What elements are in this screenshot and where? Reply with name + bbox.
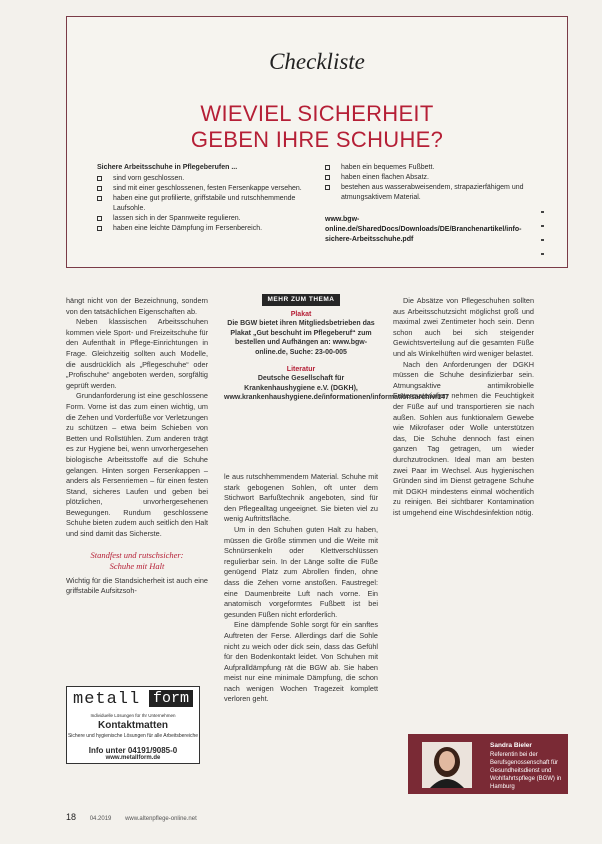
page-footer (66, 812, 209, 822)
checkbox-icon[interactable] (325, 185, 330, 190)
ad-tagline: Individuelle Lösungen für Ihr Unternehmen (90, 713, 176, 718)
author-photo (422, 742, 472, 788)
checklist-title: Checkliste (269, 49, 365, 74)
advertisement[interactable] (66, 686, 200, 764)
checklist-item: sind mit einer geschlossenen, festen Fersenkappe versehen. (97, 184, 315, 194)
checkbox-icon[interactable] (97, 196, 102, 201)
checklist-left-column (97, 163, 315, 234)
author-description: Referentin bei der Berufsgenossenschaft für Gesundheitsdienst und Wohlfahrtspflege (BGW) in Hamburg (490, 752, 562, 790)
issue-number: 04.2019 (89, 816, 112, 822)
footer-url[interactable]: www.altenpflege-online.net (125, 816, 197, 822)
ad-logo: metall (73, 690, 141, 709)
ad-subtitle: Sichere und hygienische Lösungen für alle Arbeitsbereiche (67, 733, 199, 739)
checkbox-icon[interactable] (97, 186, 102, 191)
paragraph: Um in den Schuhen guten Halt zu haben, müssen die Größe stimmen und die Weite mit Schnürsenkeln oder Klettverschlüssen regulierbar sein. In der Länge sollte die Füße genügend Platz zum Abrollen finden, ohne dass die Zehen vorne anstoßen. Faustregel: eine Daumenbreite Luft nach vorne. Ein anatomisch vorgeformtes Fußbett ist bei gesunden Füßen nicht erforderlich. (224, 524, 378, 619)
checklist-headline-line1: WIEVIEL SICHERHEIT (200, 101, 434, 126)
checkbox-icon[interactable] (325, 165, 330, 170)
more-on-topic-box (224, 294, 449, 403)
paragraph: Die Absätze von Pflegeschuhen sollten aus Arbeitsschutzsicht möglichst groß und maximal zwei Zentimeter hoch sein. Denn schon auch bei sich steigender Gewichtsverteilung auf die gesamten Füße und als Winkelhüften wird weniger belastet. (393, 296, 534, 358)
checklist-item: bestehen aus wasserabweisendem, strapazierfähigem und atmungsaktivem Material. (325, 183, 543, 203)
checkbox-icon[interactable] (97, 176, 102, 181)
info-label-poster: Plakat (290, 310, 312, 318)
crop-marks (541, 211, 545, 255)
checklist-download-link[interactable]: www.bgw-online.de/SharedDocs/Downloads/DE/Branchenartikel/info-sichere-Arbeitsschuhe.pdf (325, 216, 522, 243)
checklist-item: sind vorn geschlossen. (97, 174, 315, 184)
checklist-item: lassen sich in der Spannweite regulieren. (97, 214, 315, 224)
checkbox-icon[interactable] (97, 216, 102, 221)
author-box (408, 734, 568, 794)
info-label-literature: Literatur (286, 365, 316, 373)
article-column-2 (224, 472, 378, 705)
info-text-literature: Deutsche Gesellschaft für Krankenhaushygiene e.V. (DGKH), www.krankenhaushygiene.de/informationen/informationsarchiv/147 (224, 375, 449, 402)
paragraph: Eine dämpfende Sohle sorgt für ein sanftes Auftreten der Ferse. Allerdings darf die Sohle nicht zu weich oder dick sein, dass das Gefühl für den Bodenkontakt leidet. Von Schuhen mit Aufpralldämpfung rät die BGW ab. Sie haben meist nur eine minimale Dämpfung, die schon nach wenigen Wochen Tragezeit komplett verloren geht. (224, 620, 378, 704)
checkbox-icon[interactable] (97, 226, 102, 231)
ad-url[interactable]: www.metallform.de (105, 755, 161, 761)
ad-phone: Info unter 04191/9085-0 (88, 746, 178, 755)
checkbox-icon[interactable] (325, 175, 330, 180)
checklist-item: haben eine gut profilierte, griffstabile und rutschhemmende Laufsohle. (97, 194, 315, 214)
checklist-item: haben einen flachen Absatz. (325, 173, 543, 183)
article-column-3 (393, 296, 534, 518)
info-tag: MEHR ZUM THEMA (262, 294, 341, 306)
paragraph: Nach den Anforderungen der DGKH müssen die Schuhe desinfizierbar sein. Atmungsaktive antimikrobielle Futtermaterialien nehmen die Feuchtigkeit der Füße auf und transportieren sie nach außen. Sohlen aus funktionalem Gewebe wie Mikrofaser oder Wolle unterstützen das, Die Schuhe dennoch fast einen ganzen Tag getragen, um wieder durchzutrocknen. Ideal man am besten zwei Paar im Wechsel. Aus hygienischen Gründen sind im Dienst getragene Schuhe mit DGKH mindestens einmal wöchentlich zu reinigen. Bei sichtbarer Kontamination ist umgehend eine Wischdesinfektion nötig. (393, 359, 534, 517)
ad-logo-mark: form (149, 690, 193, 707)
page-number: 18 (66, 812, 77, 822)
info-text-poster: Die BGW bietet ihren Mitgliedsbetrieben das Plakat „Gut beschuht im Pflegeberuf“ zum bestellen und Aufhängen an: www.bgw-online.de, Suche: 23-00-005 (227, 320, 375, 356)
paragraph: Wichtig für die Standsicherheit ist auch eine griffstabile Aufsitzsoh- (66, 575, 208, 596)
checklist-box (66, 16, 568, 268)
paragraph: le aus rutschhemmendem Material. Schuhe mit stark gebogenen Sohlen, oft unter dem Stichwort Barfußtechnik angeboten, sind für den Pflegealltag ungeeignet. Sie bieten viel zu wenig Auftrittsfläche. (224, 472, 378, 524)
paragraph: Grundanforderung ist eine geschlossene Form. Vorne ist das zum einen wichtig, um die Zehen und Vorderfüße vor Verletzungen zu schützen – etwa beim Schieben von Betten und Rollstühlen. Zum anderen trägt es zur Hygiene bei, wenn unvorhergesehen biologische Arbeitsstoffe auf die Schuhe gelangen. Hinten sorgen Fersenkappen – anders als Fersenriemen – für einen festen Stand, sicheres Laufen und geben bei plötzlichen, unvorhergesehenen Bewegungen. Rundum geschlossene Schuhe bieten zudem auch seitlich den Halt und sind damit das Sicherste. (66, 391, 208, 539)
checklist-headline-line2: GEBEN IHRE SCHUHE? (190, 127, 444, 152)
checklist-item: haben ein bequemes Fußbett. (325, 163, 543, 173)
section-subheading: Standfest und rutschsicher: Schuhe mit Halt (90, 549, 184, 571)
paragraph: hängt nicht von der Bezeichnung, sondern von den tatsächlichen Eigenschaften ab. (66, 296, 208, 316)
checklist-intro: Sichere Arbeitsschuhe in Pflegeberufen ... (97, 164, 238, 171)
ad-title: Kontaktmatten (97, 720, 168, 731)
checklist-right-column (325, 163, 543, 245)
checklist-item: haben eine leichte Dämpfung im Fersenbereich. (97, 224, 315, 234)
author-name: Sandra Bieler (490, 742, 532, 749)
paragraph: Neben klassischen Arbeitsschuhen kommen viele Sport- und Freizeitschuhe für den Aufenthalt in Pflege-Einrichtungen in Frage. Gleichzeitig sollten auch Modelle, die ausdrücklich als „Pflegeschuhe“ oder „Profischuhe“ angeboten werden, sorgfältig geprüft werden. (66, 317, 208, 390)
article-column-1 (66, 296, 208, 597)
